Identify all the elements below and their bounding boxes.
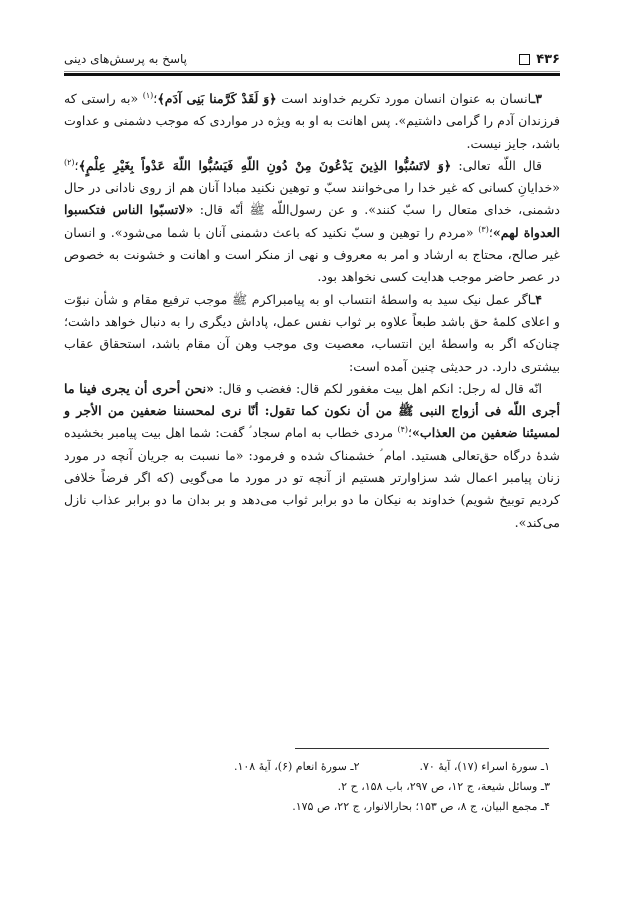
text-run: مردی خطاب به امام سجاد ؑ گفت: شما اهل بیت پیامبر بخشیده شدهٔ درگاه حق‌تعالی هستید. امام ؑ خشمناک شده و فرمود: «ما نسبت به جریان آنچه در مورد زنان پیامبر اعمال شد سزاوارتر هستیم از آنچه تو در مورد ما می‌گویی (که اگر فرضاً خلافی کردیم توبیخ شویم) خداوند به نیکان ما دو برابر ثواب می‌دهد و بر بدان ما دو برابر عذاب نازل می‌کند». [64, 425, 560, 530]
text-run: انّه قال له رجل: انکم اهل بیت مغفور لکم قال: فغضب و قال: [214, 380, 542, 396]
page-number-block [519, 52, 560, 67]
footnote-4: ۴ـ مجمع البیان، ج ۸، ص ۱۵۳؛ بحارالانوار، ج ۲۲، ص ۱۷۵. [292, 800, 550, 813]
text-run: ؛ [408, 425, 413, 441]
text-run: اگر عمل نیک سید به واسطهٔ انتساب او به پیامبراکرم ﷺ موجب ترفیع مقام و شأن نبوّت و اعلای کلمهٔ حق باشد طبعاً علاوه بر ثواب نفس عمل، پاداش دیگری را به دنبال خواهد داشت؛ چنان‌که اگر به واسطهٔ این انتساب، معصیت وی موجب وهن آن مقام باشد، استحقاق عقاب بیشتری دارد. در حدیثی چنین آمده است: [64, 291, 560, 374]
footnote-ref: (۱) [142, 90, 154, 100]
footnote-row-1 [150, 757, 550, 777]
text-run: «خدایانِ کسانی که غیر خدا را می‌خوانند سبّ و توهین نکنید مبادا آنان هم از روی نادانی در حال دشمنی، خدای متعال را سبّ کنند». و عن رسول‌اللّه ﷺ أنّه قال: [64, 180, 560, 218]
footnote-separator [295, 748, 549, 749]
text-run: ؛ [74, 157, 79, 173]
quoted-text-bold: «لاتسبّوا الناس فتکسبوا العدواة لهم» [64, 202, 560, 240]
paragraph-quran-quote [64, 155, 560, 289]
quoted-text-bold: ﴿وَ لَقَدْ کَرَّمنا بَنِی آدَم﴾ [157, 91, 277, 106]
text-run: «به راستی که فرزندان آدم را گرامی داشتیم». پس اهانت به او به ویژه در مواردی که موجب دشمنی و عداوت باشد، جایز نیست. [64, 91, 560, 151]
footnote-2: ۲ـ سورهٔ انعام (۶)، آیهٔ ۱۰۸. [233, 760, 360, 773]
footnotes [150, 757, 550, 817]
quoted-text-bold: ﴿وَ لاتَسُبُّوا الذِینَ یَدْعُونَ مِنْ دُونِ اللّهِ فَیَسُبُّوا اللّهَ عَدْواً بِغَیْرِ عِلْمٍ﴾ [78, 157, 452, 173]
text-run: «مردم را توهین و سبّ نکنید که باعث دشمنی آنان با شما می‌شود». و انسان غیر صالح، محتاج به ارشاد و امر به معروف و نهی از منکر است و اهانت و خشونت به خصوص در عصر حاضر موجب هدایت کسی نخواهد بود. [64, 224, 560, 285]
page-header [64, 48, 560, 70]
header-rule-thick [64, 73, 560, 76]
footnote-1: ۱ـ سورهٔ اسراء (۱۷)، آیهٔ ۷۰. [419, 760, 550, 773]
paragraph-hadith [64, 378, 560, 534]
footnote-ref: (۳) [478, 224, 489, 234]
paragraph-3 [64, 88, 560, 155]
square-outline-icon [519, 54, 530, 65]
body-text [64, 88, 560, 534]
text-run: انسان به عنوان انسان مورد تکریم خداوند است [276, 91, 532, 106]
quoted-text-bold: ۳ـ [531, 91, 542, 106]
paragraph-4 [64, 289, 560, 378]
running-title: پاسخ به پرسش‌های دینی [64, 52, 188, 66]
footnote-ref: (۴) [397, 425, 408, 435]
footnote-3: ۳ـ وسائل شیعة، ج ۱۲، ص ۲۹۷، باب ۱۵۸، ح ۲. [337, 780, 550, 793]
text-run: ؛ [153, 91, 158, 106]
page-number: ۴۳۶ [536, 51, 560, 67]
header-rule-thin [64, 71, 560, 72]
footnote-ref: (۲) [64, 157, 75, 167]
quoted-text-bold: ۴ـ [531, 291, 542, 307]
text-run: ؛ [488, 224, 493, 240]
text-run: قال اللّه تعالی: [451, 157, 542, 173]
quoted-text-bold: «نحن أحری أن یجری فینا ما أجری اللّه فی أزواج النبی ﷺ من أن نکون کما تقول: أنّا نری لمحسننا ضعفین من الأجر و لمسیئنا ضعفین من العذاب» [64, 380, 560, 441]
